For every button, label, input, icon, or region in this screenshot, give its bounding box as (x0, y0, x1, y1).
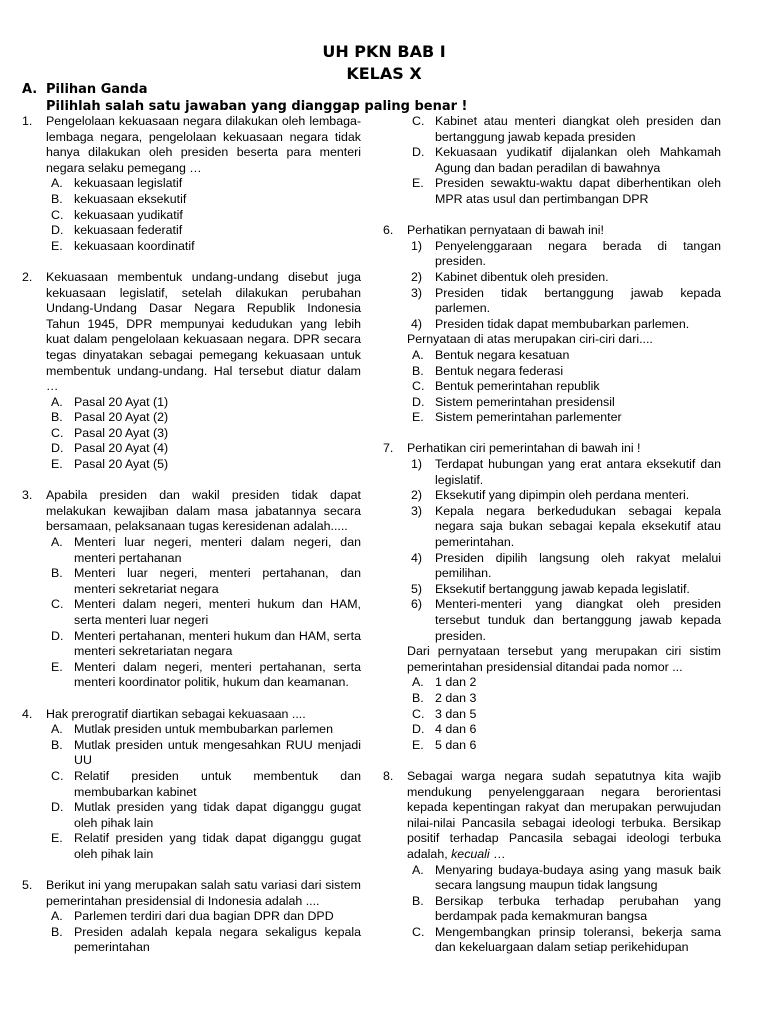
statement-text: Eksekutif yang dipimpin oleh perdana menteri. (435, 488, 690, 503)
answer-option (46, 660, 361, 691)
statement-text: Presiden tidak dapat membubarkan parlemen. (435, 316, 690, 331)
question-2 (22, 270, 361, 473)
question-text: Sebagai warga negara sudah sepatutnya kita wajib mendukung penyelenggaraan negara berorientasi kepada kepentingan rakyat dan merupakan perwujudan nilai-nilai Pancasila sebagai ideologi terbuka. Bersikap positif terhadap Pancasila sebagai ideologi terbuka adalah, kecuali … (407, 768, 721, 861)
option-text: Menteri luar negeri, menteri dalam negeri, dan menteri pertahanan (74, 535, 361, 565)
answer-option (407, 145, 721, 176)
answer-option (46, 909, 361, 925)
option-text: kekuasaan yudikatif (74, 207, 183, 222)
option-text: Mutlak presiden untuk membubarkan parlemen (74, 722, 333, 737)
option-text: Kabinet atau menteri diangkat oleh presiden dan bertanggung jawab kepada presiden (435, 114, 721, 144)
option-letter: A. (51, 394, 63, 409)
option-text: Bentuk negara federasi (435, 363, 564, 378)
option-text: Presiden adalah kepala negara sekaligus kepala pemerintahan (74, 924, 361, 955)
statement-number: 6) (411, 597, 423, 612)
option-letter: C. (412, 706, 425, 721)
option-letter: D. (51, 223, 64, 238)
option-letter: E. (412, 410, 424, 425)
statement-text: Kepala negara berkedudukan sebagai kepala negara saja bukan sebagai kepala eksekutif atau pemerintahan. (435, 503, 721, 550)
question-text: Perhatikan ciri pemerintahan di bawah ini ! (407, 441, 641, 456)
answer-option (46, 192, 361, 208)
statement-item (407, 582, 721, 598)
option-letter: B. (51, 924, 63, 939)
option-letter: C. (51, 768, 64, 783)
option-text: Menteri pertahanan, menteri hukum dan HAM, serta menteri sekretariatan negara (74, 628, 361, 659)
answer-option (46, 395, 361, 411)
answer-option (407, 722, 721, 738)
option-letter: E. (51, 457, 63, 472)
answer-option (46, 208, 361, 224)
option-text: Presiden sewaktu-waktu dapat diberhentikan oleh MPR atas usul dan pertimbangan DPR (435, 176, 721, 206)
answer-option (46, 629, 361, 660)
statement-item (407, 551, 721, 582)
options (407, 675, 721, 753)
section-name: Pilihan Ganda (46, 82, 148, 97)
option-text: Menyaring budaya-budaya asing yang masuk baik secara langsung maupun tidak langsung (435, 862, 721, 893)
option-text: Pasal 20 Ayat (2) (74, 410, 169, 425)
options (46, 909, 361, 956)
option-letter: C. (51, 597, 64, 612)
question-number: 4. (22, 706, 33, 721)
question-number: 2. (22, 269, 33, 284)
options (407, 863, 721, 957)
option-text: kekuasaan eksekutif (74, 191, 187, 206)
option-letter: E. (51, 831, 63, 846)
answer-option (46, 223, 361, 239)
option-text: Parlemen terdiri dari dua bagian DPR dan DPD (74, 909, 334, 924)
option-letter: E. (412, 176, 424, 191)
answer-option (46, 800, 361, 831)
option-letter: B. (412, 893, 424, 908)
answer-option (46, 738, 361, 769)
question-6 (383, 223, 721, 426)
statement-item (407, 504, 721, 551)
question-3 (22, 488, 361, 691)
options (46, 722, 361, 862)
option-text: Pasal 20 Ayat (1) (74, 394, 169, 409)
answer-option (46, 239, 361, 255)
question-5 (22, 878, 361, 956)
emphasis: kecuali (451, 846, 490, 861)
answer-option (46, 457, 361, 473)
option-text: 4 dan 6 (435, 722, 477, 737)
option-letter: D. (51, 628, 64, 643)
statement-item (407, 239, 721, 270)
page-subtitle: KELAS X (346, 64, 422, 83)
option-text: Bentuk negara kesatuan (435, 347, 570, 362)
answer-option (46, 426, 361, 442)
question-text: Berikut ini yang merupakan salah satu variasi dari sistem pemerintahan presidensial di Indonesia adalah .... (46, 878, 361, 908)
option-letter: A. (51, 535, 63, 550)
option-text: Kekuasaan yudikatif dijalankan oleh Mahkamah Agung dan badan peradilan di bawahnya (435, 145, 721, 175)
question-number: 6. (383, 223, 394, 238)
statement-number: 2) (411, 488, 423, 503)
statement-text: Presiden dipilih langsung oleh rakyat melalui pemilihan. (435, 550, 721, 581)
option-text: Mengembangkan prinsip toleransi, bekerja sama dan kekeluargaan dalam setiap perikehidupan (435, 924, 721, 955)
option-text: kekuasaan koordinatif (74, 238, 195, 253)
question-followup: Dari pernyataan tersebut yang merupakan ciri sistim pemerintahan presidensial ditandai pada nomor ... (407, 644, 721, 674)
statement-text: Kabinet dibentuk oleh presiden. (435, 269, 609, 284)
question-8 (383, 769, 721, 956)
statement-number: 1) (411, 238, 423, 253)
right-column (383, 114, 721, 956)
options (46, 535, 361, 691)
answer-option (46, 410, 361, 426)
option-letter: B. (412, 363, 424, 378)
question-7 (383, 441, 721, 753)
option-letter: D. (412, 722, 425, 737)
question-text: Perhatikan pernyataan di bawah ini! (407, 223, 605, 238)
option-letter: D. (51, 441, 64, 456)
option-letter: A. (412, 347, 424, 362)
answer-option (407, 348, 721, 364)
option-text: Mutlak presiden yang tidak dapat diganggu gugat oleh pihak lain (74, 800, 361, 830)
answer-option (407, 925, 721, 956)
answer-option (46, 722, 361, 738)
left-column (22, 114, 361, 956)
answer-option (407, 379, 721, 395)
answer-option (407, 114, 721, 145)
statement-item (407, 286, 721, 317)
answer-option (46, 566, 361, 597)
statement-number: 1) (411, 457, 423, 472)
option-letter: C. (412, 924, 425, 939)
option-letter: A. (412, 675, 424, 690)
option-letter: C. (412, 379, 425, 394)
question-number: 5. (22, 878, 33, 893)
options (407, 348, 721, 426)
option-text: kekuasaan federatif (74, 223, 183, 238)
answer-option (407, 176, 721, 207)
statement-item (407, 317, 721, 333)
option-letter: A. (51, 909, 63, 924)
answer-option (407, 395, 721, 411)
statement-item (407, 270, 721, 286)
statement-number: 3) (411, 503, 423, 518)
answer-option (46, 441, 361, 457)
options (46, 176, 361, 254)
statement-item (407, 457, 721, 488)
option-text: kekuasaan legislatif (74, 176, 183, 191)
option-letter: E. (51, 659, 63, 674)
option-text: Relatif presiden yang tidak dapat diganggu gugat oleh pihak lain (74, 831, 361, 861)
option-letter: B. (51, 737, 63, 752)
statement-item (407, 597, 721, 644)
option-letter: D. (412, 145, 425, 160)
question-text: Hak prerogratif diartikan sebagai kekuasaan .... (46, 706, 306, 721)
question-1 (22, 114, 361, 254)
answer-option (46, 535, 361, 566)
page-title: UH PKN BAB I (322, 42, 446, 61)
option-text: 3 dan 5 (435, 706, 477, 721)
option-letter: A. (51, 722, 63, 737)
statement-number: 2) (411, 269, 423, 284)
option-text: Pasal 20 Ayat (4) (74, 441, 169, 456)
answer-option (46, 176, 361, 192)
option-letter: B. (51, 566, 63, 581)
statement-number: 4) (411, 550, 423, 565)
option-letter: A. (412, 862, 424, 877)
options (407, 114, 721, 208)
option-text: Bentuk pemerintahan republik (435, 379, 600, 394)
option-text: 1 dan 2 (435, 675, 477, 690)
option-letter: B. (412, 690, 424, 705)
question-number: 7. (383, 441, 394, 456)
answer-option (407, 364, 721, 380)
option-text: Sistem pemerintahan presidensil (435, 394, 615, 409)
option-text: Pasal 20 Ayat (5) (74, 457, 169, 472)
statement-number: 4) (411, 316, 423, 331)
statement-text: Terdapat hubungan yang erat antara eksekutif dan legislatif. (435, 457, 721, 487)
option-text: Sistem pemerintahan parlementer (435, 410, 622, 425)
option-text: Mutlak presiden untuk mengesahkan RUU menjadi UU (74, 737, 361, 768)
question-text: Apabila presiden dan wakil presiden tidak dapat melakukan kewajiban dalam masa jabatannya secara bersamaan, pelaksanaan tugas keresidenan adalah..... (46, 488, 361, 534)
question-number: 1. (22, 114, 33, 128)
question-text: Kekuasaan membentuk undang-undang disebut juga kekuasaan legislatif, setelah dilakukan perubahan Undang-Undang Dasar Negara Republik Indonesia Tahun 1945, DPR mempunyai kedudukan yang lebih kuat dalam pengelolaan kekuasaan negara. DPR secara tegas dinyatakan sebagai pemegang kekuasaan untuk membentuk undang-undang. Hal tersebut diatur dalam … (46, 269, 361, 394)
statement-number: 3) (411, 285, 423, 300)
option-text: Menteri dalam negeri, menteri hukum dan HAM, serta menteri luar negeri (74, 597, 361, 627)
question-4 (22, 707, 361, 863)
option-text: Menteri luar negeri, menteri pertahanan, dan menteri sekretariat negara (74, 566, 361, 596)
section-instruction: Pilihlah salah satu jawaban yang dianggap paling benar ! (46, 99, 468, 114)
answer-option (407, 707, 721, 723)
answer-option (407, 675, 721, 691)
option-text: 2 dan 3 (435, 690, 477, 705)
answer-option (407, 410, 721, 426)
statement-text: Menteri-menteri yang diangkat oleh presiden tersebut tunduk dan bertanggung jawab kepada presiden. (435, 597, 721, 643)
answer-option (407, 738, 721, 754)
answer-option (46, 925, 361, 956)
option-text: Menteri dalam negeri, menteri pertahanan, serta menteri koordinator politik, hukum dan keamanan. (74, 659, 361, 690)
question-followup: Pernyataan di atas merupakan ciri-ciri dari.... (407, 332, 653, 347)
statement-text: Eksekutif bertanggung jawab kepada legislatif. (435, 581, 690, 596)
option-text: Pasal 20 Ayat (3) (74, 425, 169, 440)
option-letter: B. (51, 191, 63, 206)
answer-option (46, 831, 361, 862)
answer-option (46, 769, 361, 800)
statement-number: 5) (411, 581, 423, 596)
option-letter: E. (412, 737, 424, 752)
option-text: Relatif presiden untuk membentuk dan membubarkan kabinet (74, 768, 361, 799)
question-number: 3. (22, 488, 33, 503)
question-text: Pengelolaan kekuasaan negara dilakukan oleh lembaga-lembaga negara, pengelolaan kekuasaan negara tidak hanya dilakukan oleh presiden beserta para menteri negara selaku pemegang … (46, 114, 361, 175)
option-letter: A. (51, 176, 63, 191)
option-letter: D. (51, 800, 64, 815)
option-letter: D. (412, 394, 425, 409)
statement-text: Penyelenggaraan negara berada di tangan presiden. (435, 238, 721, 269)
question-5-continued (383, 114, 721, 208)
answer-option (407, 691, 721, 707)
option-text: 5 dan 6 (435, 737, 477, 752)
option-letter: C. (51, 425, 64, 440)
options (46, 395, 361, 473)
statement-list (407, 239, 721, 333)
option-text: Bersikap terbuka terhadap perubahan yang berdampak pada kemakmuran bangsa (435, 893, 721, 924)
option-letter: C. (51, 207, 64, 222)
statement-text: Presiden tidak bertanggung jawab kepada parlemen. (435, 285, 721, 316)
statement-list (407, 457, 721, 644)
answer-option (407, 894, 721, 925)
section-label: A. (22, 82, 38, 97)
answer-option (407, 863, 721, 894)
option-letter: B. (51, 410, 63, 425)
statement-item (407, 488, 721, 504)
option-letter: C. (412, 114, 425, 128)
option-letter: E. (51, 238, 63, 253)
answer-option (46, 597, 361, 628)
question-number: 8. (383, 768, 394, 783)
